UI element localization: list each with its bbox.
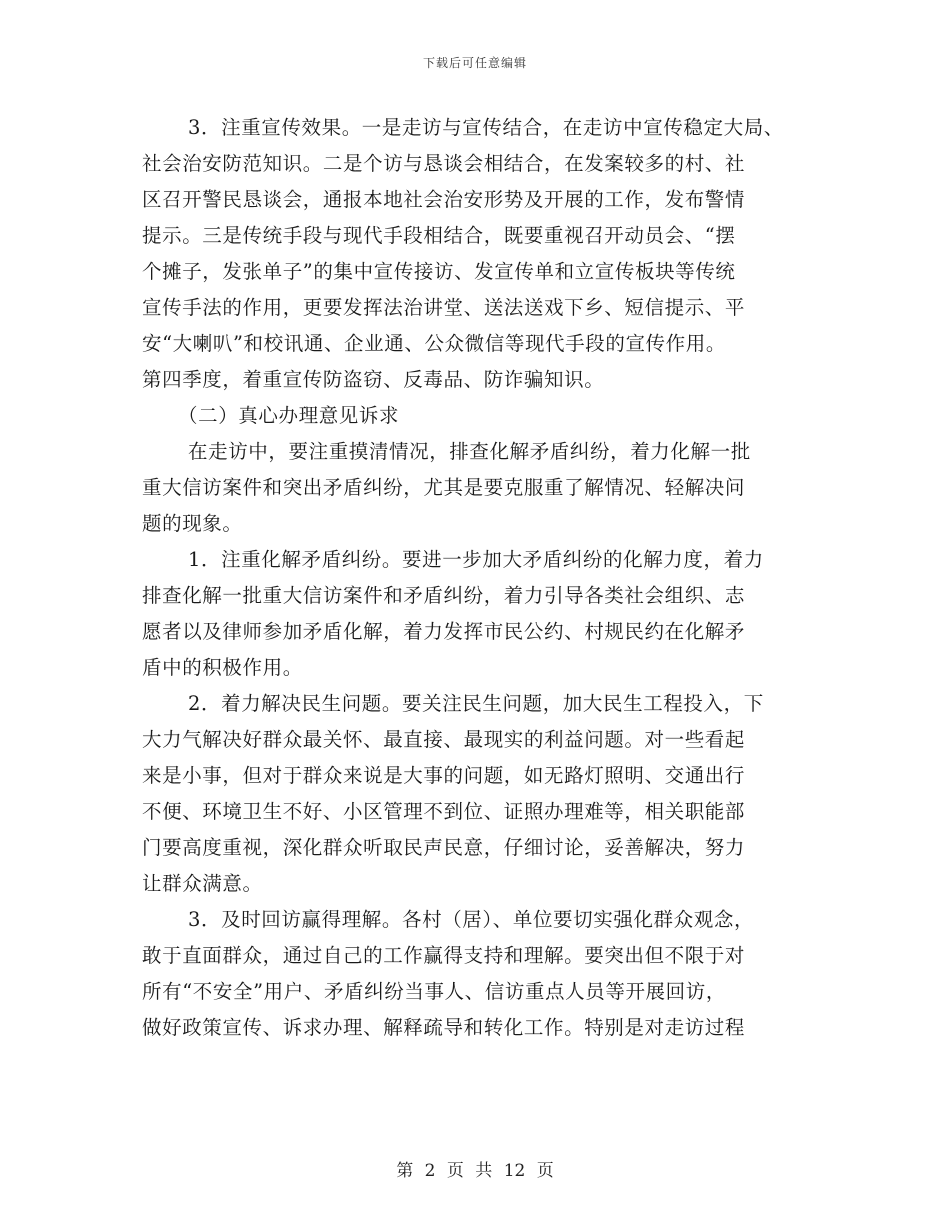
paragraph-line: 盾中的积极作用。 bbox=[142, 656, 303, 679]
paragraph-line: 3．注重宣传效果。一是走访与宣传结合，在走访中宣传稳定大局、 bbox=[188, 116, 784, 139]
paragraph-line: 大力气解决好群众最关怀、最直接、最现实的利益问题。对一些看起 bbox=[142, 728, 746, 751]
paragraph-line: 个摊子，发张单子”的集中宣传接访、发宣传单和立宣传板块等传统 bbox=[142, 260, 736, 283]
paragraph-line: 让群众满意。 bbox=[142, 872, 263, 895]
paragraph-line: 1．注重化解矛盾纠纷。要进一步加大矛盾纠纷的化解力度，着力 bbox=[188, 548, 764, 571]
paragraph-line: 来是小事，但对于群众来说是大事的问题，如无路灯照明、交通出行 bbox=[142, 764, 746, 787]
paragraph-line: 宣传手法的作用，更要发挥法治讲堂、送法送戏下乡、短信提示、平 bbox=[142, 296, 746, 319]
paragraph-line: 3．及时回访赢得理解。各村（居）、单位要切实强化群众观念， bbox=[188, 908, 755, 931]
page-number: 第 2 页 共 12 页 bbox=[396, 1161, 554, 1181]
paragraph-line: 门要高度重视，深化群众听取民声民意，仔细讨论，妥善解决，努力 bbox=[142, 836, 746, 859]
paragraph-line: 排查化解一批重大信访案件和矛盾纠纷，着力引导各类社会组织、志 bbox=[142, 584, 746, 607]
paragraph-line: 第四季度，着重宣传防盗窃、反毒品、防诈骗知识。 bbox=[142, 368, 605, 391]
paragraph-line: 2．着力解决民生问题。要关注民生问题，加大民生工程投入，下 bbox=[188, 692, 764, 715]
document-body bbox=[142, 110, 832, 1046]
paragraph-line: 区召开警民恳谈会，通报本地社会治安形势及开展的工作，发布警情 bbox=[142, 188, 746, 211]
paragraph-line: 所有“不安全”用户、矛盾纠纷当事人、信访重点人员等开展回访， bbox=[142, 980, 726, 1003]
paragraph-line: 不便、环境卫生不好、小区管理不到位、证照办理难等，相关职能部 bbox=[142, 800, 746, 823]
paragraph-line: 题的现象。 bbox=[142, 512, 243, 535]
page-header: 下载后可任意编辑 bbox=[422, 56, 527, 70]
paragraph-line: 愿者以及律师参加矛盾化解，着力发挥市民公约、村规民约在化解矛 bbox=[142, 620, 746, 643]
paragraph-line: 重大信访案件和突出矛盾纠纷，尤其是要克服重了解情况、轻解决问 bbox=[142, 476, 746, 499]
paragraph-line: 做好政策宣传、诉求办理、解释疏导和转化工作。特别是对走访过程 bbox=[142, 1016, 746, 1039]
paragraph-line: 安“大喇叭”和校讯通、企业通、公众微信等现代手段的宣传作用。 bbox=[142, 332, 726, 355]
paragraph-line: 社会治安防范知识。二是个访与恳谈会相结合，在发案较多的村、社 bbox=[142, 152, 746, 175]
section-heading: （二）真心办理意见诉求 bbox=[178, 404, 400, 427]
paragraph-line: 提示。三是传统手段与现代手段相结合，既要重视召开动员会、“摆 bbox=[142, 224, 736, 247]
paragraph-line: 在走访中，要注重摸清情况，排查化解矛盾纠纷，着力化解一批 bbox=[188, 440, 751, 463]
paragraph-line: 敢于直面群众，通过自己的工作赢得支持和理解。要突出但不限于对 bbox=[142, 944, 746, 967]
